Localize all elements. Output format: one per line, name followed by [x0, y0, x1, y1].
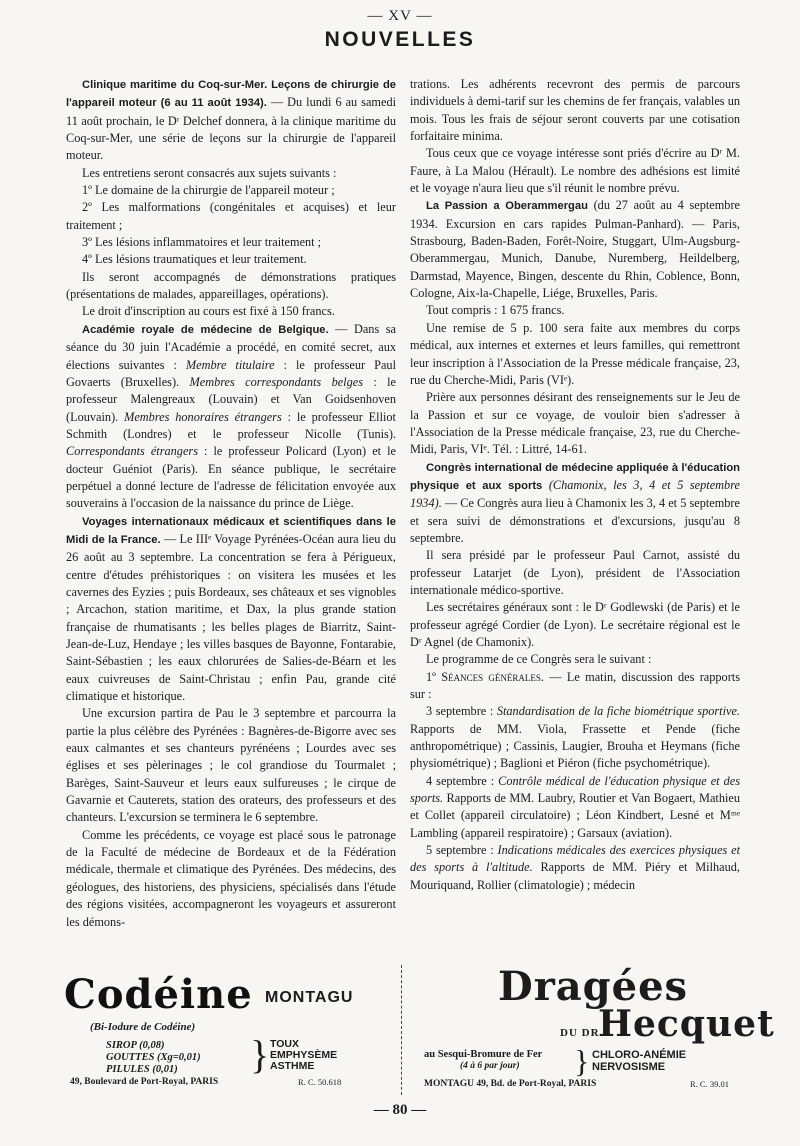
brace-icon: }	[574, 1043, 590, 1079]
paragraph: Il sera présidé par le professeur Paul Carnot, assisté du professeur Latarjet (de Lyon), président de l'Association internationale médico-sportive.	[410, 548, 740, 597]
brace-icon: }	[250, 1032, 270, 1077]
paragraph: Tout compris : 1 675 francs.	[426, 303, 565, 318]
list-item: 2º Les malformations (congénitales et acquises) et leur traitement ;	[66, 200, 396, 232]
ad-dose: (4 à 6 par jour)	[460, 1061, 520, 1071]
ad-registry-code: R. C. 50.618	[298, 1077, 342, 1087]
paragraph: Une excursion partira de Pau le 3 septembre et parcourra la partie la plus célèbre des Pyrénées : Bagnères-de-Bigorre avec ses eaux calmantes et ses chanteurs pyrénéens ; Lourdes avec ses églises et ses pèlerinages ; le col grandiose du Tourmalet ; Barèges, Saint-Sauveur et leurs eaux sulfureuses ; le cirque de Gavarnie et Cauterets, station des orateurs, des professeurs et des chanteurs. L'excursion se terminera le 6 septembre.	[66, 706, 396, 825]
advertisements	[60, 963, 775, 1101]
ad-address: 49, Boulevard de Port-Royal, PARIS	[70, 1077, 219, 1087]
paragraph: Le programme de ce Congrès sera le suivant :	[426, 652, 652, 667]
ad-brand: Dragées	[498, 963, 689, 1010]
article-congres: Congrès international de médecine appliquée à l'éducation physique et aux sports (Chamonix, les 3, 4 et 5 septembre 1934). — Ce Congrès aura lieu à Chamonix les 3, 4 et 5 septembre et sera suivi de démonstrations et d'excursions, jusqu'au 8 septembre.	[410, 461, 740, 545]
ad-address: MONTAGU 49, Bd. de Port-Royal, PARIS	[424, 1079, 597, 1089]
article-passion: La Passion a Oberammergau (du 27 août au 4 septembre 1934. Excursion en cars rapides Pulman-Panhard). — Paris, Strasbourg, Baden-Baden, Forêt-Noire, Stuggart, Ulm-Augsburg-Oberammergau, Munich, Danube, Nuremberg, Heildelberg, Darmstad, Mayence, Bingen, descente du Rhin, Coblence, Bonn, Cologne, Aix-la-Chapelle, Liége, Bruxelles, Paris.	[410, 198, 740, 301]
ad-composition: au Sesqui-Bromure de Fer	[424, 1049, 543, 1060]
page-number: — 80 —	[373, 1102, 427, 1118]
page-roman-numeral: — XV —	[367, 8, 433, 24]
paragraph: trations. Les adhérents recevront des permis de parcours individuels à demi-tarif sur les chemins de fer français, valables un mois. Tous les frais de séjour seront couverts par une cotisation forfaitaire minima.	[410, 77, 740, 144]
right-column	[410, 76, 740, 894]
ad-subtitle: (Bi-Iodure de Codéine)	[90, 1021, 196, 1033]
ad-forms: SIROP (0,08) GOUTTES (Xg=0,01) PILULES (0,01)	[106, 1040, 201, 1075]
ad-indications: CHLORO-ANÉMIE NERVOSISME	[592, 1049, 687, 1073]
ad-indications: TOUX EMPHYSÈME ASTHME	[270, 1038, 338, 1072]
ad-maker: MONTAGU	[265, 989, 354, 1006]
paragraph: Prière aux personnes désirant des renseignements sur le Jeu de la Passion et sur ce voyage, de vouloir bien s'adresser à l'Association de la Presse médicale française, 23, rue du Cherche-Midi, Paris, VIᵉ. Tél. : Littré, 14-61.	[410, 390, 740, 457]
paragraph: Ils seront accompagnés de démonstrations pratiques (présentations de malades, appareillages, opérations).	[66, 269, 396, 302]
ad-du: DU DR.	[560, 1027, 604, 1039]
programme-item: 4 septembre : Contrôle médical de l'éducation physique et des sports. Rapports de MM. Laubry, Routier et Van Bogaert, Mathieu et Collet (appareil circulatoire) ; Léon Kindbert, Lesné et Mᵐᵉ Lambling (appareil respiratoire) ; Garsaux (aviation).	[410, 773, 740, 840]
paragraph: Une remise de 5 p. 100 sera faite aux membres du corps médical, aux internes et externes et leurs familles, qui remettront leur inscription à l'Association de la Presse médicale française, 23, rue du Cherche-Midi, Paris (VIᵉ).	[410, 320, 740, 387]
paragraph: Les entretiens seront consacrés aux sujets suivants :	[82, 165, 337, 180]
paragraph: Comme les précédents, ce voyage est placé sous le patronage de la Faculté de médecine de Bordeaux et de la Fédération médicale, thermale et climatique des Pyrénées. Des médecins, des géologues, des historiens, des physiciens, spécialisés dans l'étude des régions visitées, accompagneront les voyageurs et assureront les démons-	[66, 827, 396, 929]
article-heading: Académie royale de médecine de Belgique.	[82, 323, 329, 336]
ad-dragees-hecquet	[420, 963, 775, 1101]
article-heading: Congrès international de médecine appliquée à l'éducation physique et aux sports	[410, 461, 740, 492]
ad-codeine-montagu	[60, 963, 390, 1101]
ad-brand: Codéine	[64, 971, 253, 1018]
left-column	[66, 76, 396, 931]
list-item: 4º Les lésions traumatiques et leur traitement.	[82, 252, 307, 267]
paragraph: Le droit d'inscription au cours est fixé à 150 francs.	[82, 304, 335, 319]
programme-item: 3 septembre : Standardisation de la fiche biométrique sportive. Rapports de MM. Viola, Frassette et Pende (fiche anthropométrique) ; Cassinis, Laugier, Brouha et Heymans (fiche physiométrique) ; Baglioni et Piéron (fiche psychométrique).	[410, 704, 740, 771]
ad-brand-name: Hecquet	[598, 1003, 775, 1045]
article-heading: Voyages internationaux médicaux et scientifiques dans le Midi de la France.	[66, 515, 396, 546]
article-heading: La Passion a Oberammergau	[426, 200, 588, 213]
article-academie: Académie royale de médecine de Belgique. — Dans sa séance du 30 juin l'Académie a procédé, en comité secret, aux élections suivantes : Membre titulaire : le professeur Paul Govaerts (Bruxelles). Membres correspondants belges : le professeur Malengreaux (Louvain) et Van Goidsenhoven (Louvain). Membres honoraires étrangers : le professeur Elliot Schmith (Londres) et le professeur Nicolle (Tunis). Correspondants étrangers : le professeur Policard (Lyon) et le docteur Guéniot (Paris). En séance publique, le secrétaire perpétuel a donné lecture de l'adresse de félicitation envoyée aux souverains à l'occasion de la naissance du prince de Liège.	[66, 321, 396, 511]
programme-item: 1º Séances générales. — Le matin, discussion des rapports sur :	[410, 669, 741, 702]
article-clinique: Clinique maritime du Coq-sur-Mer. Leçons de chirurgie de l'appareil moteur (6 au 11 août 1934). — Du lundi 6 au samedi 11 août prochain, le Dʳ Delchef donnera, à la clinique maritime du Coq-sur-Mer, une série de leçons sur la chirurgie de l'appareil moteur.	[66, 79, 397, 163]
section-title: NOUVELLES	[324, 28, 476, 51]
ad-registry-code: R. C. 39.01	[690, 1079, 729, 1089]
list-item: 3º Les lésions inflammatoires et leur traitement ;	[82, 235, 322, 250]
paragraph: Les secrétaires généraux sont : le Dʳ Godlewski (de Paris) et le professeur agrégé Cordier (de Lyon). Le secrétaire régional est le Dʳ Agnel (de Chamonix).	[410, 600, 740, 649]
paragraph: Tous ceux que ce voyage intéresse sont priés d'écrire au Dʳ M. Faure, à La Malou (Hérault). Le nombre des adhésions est limité et le voyage n'aura lieu que s'il réunit le nombre prévu.	[410, 146, 740, 196]
article-voyages: Voyages internationaux médicaux et scientifiques dans le Midi de la France. — Le IIIᵉ Voyage Pyrénées-Océan aura lieu du 26 août au 3 septembre. La concentration se fera à Périgueux, centre d'études préhistoriques : on visitera les musées et les cavernes des Eyzies ; puis Bordeaux, ses châteaux et ses vignobles ; Arcachon, station maritime, et Dax, la plus grande station française de rhumatisants ; les belles plages de Biarritz, Saint-Jean-de-Luz, Hendaye ; les villes basques de Bayonne, Fontarabie, Saint-Sébastien ; les eaux chlorurées de Salies-de-Béarn et les eaux cuivreuses de Saint-Christau ; enfin Pau, grande cité climatique et historique.	[66, 515, 396, 704]
list-item: 1º Le domaine de la chirurgie de l'appareil moteur ;	[82, 183, 335, 198]
programme-item: 5 septembre : Indications médicales des exercices physiques et des sports à l'altitude. Rapports de MM. Piéry et Milhaud, Mouriquand, Rollier (climatologie) ; médecin	[410, 843, 740, 892]
article-heading: Clinique maritime du Coq-sur-Mer. Leçons de chirurgie de l'appareil moteur (6 au 11 août 1934).	[66, 79, 396, 110]
ad-divider	[401, 965, 403, 1095]
